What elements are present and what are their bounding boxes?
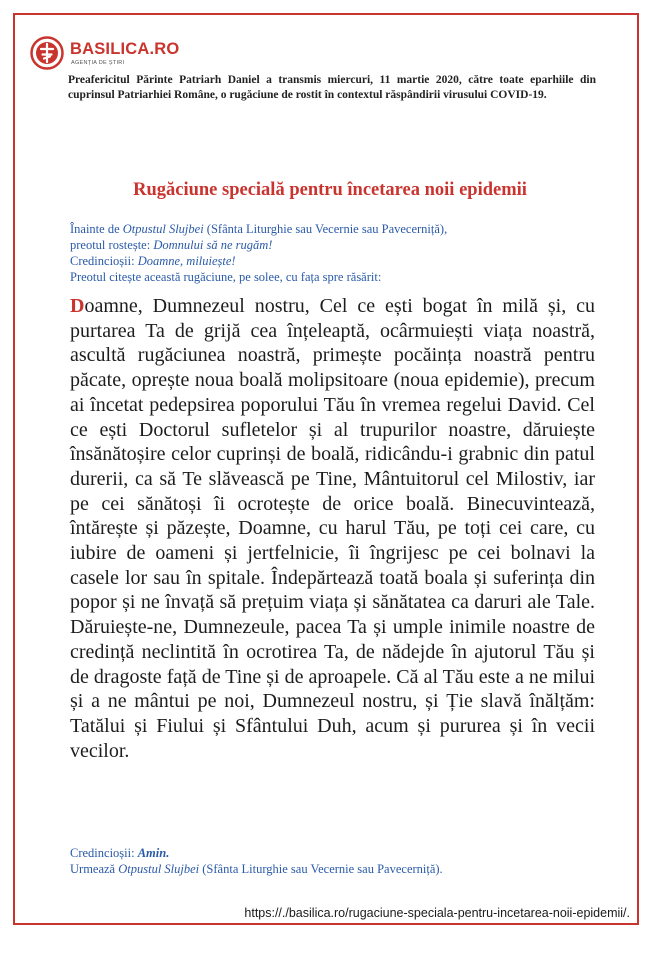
rubric-amen-line: Credincioșii: Amin. [70, 846, 170, 860]
drop-cap: D [70, 295, 85, 317]
prayer-title: Rugăciune specială pentru încetarea noii epidemii [133, 180, 527, 200]
rubric-line-4: Preotul citește această rugăciune, pe solee, cu fața spre răsărit: [70, 270, 382, 284]
logo-name: BASILICA.RO [70, 40, 180, 58]
logo-tagline: AGENȚIA DE ȘTIRI [71, 60, 125, 66]
rubric-otpust-line: Urmează Otpustul Slujbei (Sfânta Liturghie sau Vecernie sau Pavecerniță). [70, 862, 443, 876]
orthodox-cross-logo-icon [30, 36, 64, 70]
prayer-body: oamne, Dumnezeul nostru, Cel ce ești bogat în milă și, cu purtarea Ta de grijă cea înțeleaptă, ocârmuiești viața noastră, ascultă rugăciunea noastră, primește pocăința noastră pentru păcate, oprește noua boală molipsitoare (noua epidemie), precum ai încetat pedepsirea poporului Tău în vremea regelui David. Cel ce ești Doctorul sufletelor și al trupurilor noastre, dăruiește însănătoșire celor cuprinși de boală, ridicându-i grabnic din patul durerii, ca să Te slăvească pe Tine, Mântuitorul cel Milostiv, iar pe cei sănătoși îi ocrotește de orice boală. Binecuvintează, întărește și păzește, Doamne, cu harul Tău, pe toți cei care, cu iubire de oameni și jertfelnicie, îi îngrijesc pe cei bolnavi la casele lor sau în spitale. Îndepărtează toată boala și suferința din popor și ne învață să prețuim viața și sănătatea ca daruri ale Tale. Dăruiește-ne, Dumnezeule, pacea Ta și umple inimile noastre de credință neclintită în ocrotirea Ta, de nădejde în ajutorul Tău și de dragoste față de Tine și de aproapele. Că al Tău este a ne milui și a ne mântui pe noi, Dumnezeul nostru, și Ție slavă înălțăm: Tatălui și Fiului și Sfântului Duh, acum și pururea și în vecii vecilor. [70, 295, 595, 762]
rubric-line-3: Credincioșii: Doamne, miluiește! [70, 254, 236, 268]
source-url-link[interactable]: https://./basilica.ro/rugaciune-speciala-pentru-incetarea-noii-epidemii/. [244, 906, 630, 920]
prayer-text [70, 294, 595, 763]
basilica-logo[interactable] [30, 36, 180, 76]
rubric-bottom [70, 845, 610, 877]
rubric-line-2: preotul rostește: Domnului să ne rugăm! [70, 238, 273, 252]
rubric-line-1: Înainte de Otpustul Slujbei (Sfânta Liturghie sau Vecernie sau Pavecerniță), [70, 222, 448, 236]
intro-paragraph: Preafericitul Părinte Patriarh Daniel a transmis miercuri, 11 martie 2020, către toate eparhiile din cuprinsul Patriarhiei Române, o rugăciune de rostit în contextul răspândirii virusului COVID-19. [68, 74, 596, 101]
rubric-top [70, 221, 610, 285]
